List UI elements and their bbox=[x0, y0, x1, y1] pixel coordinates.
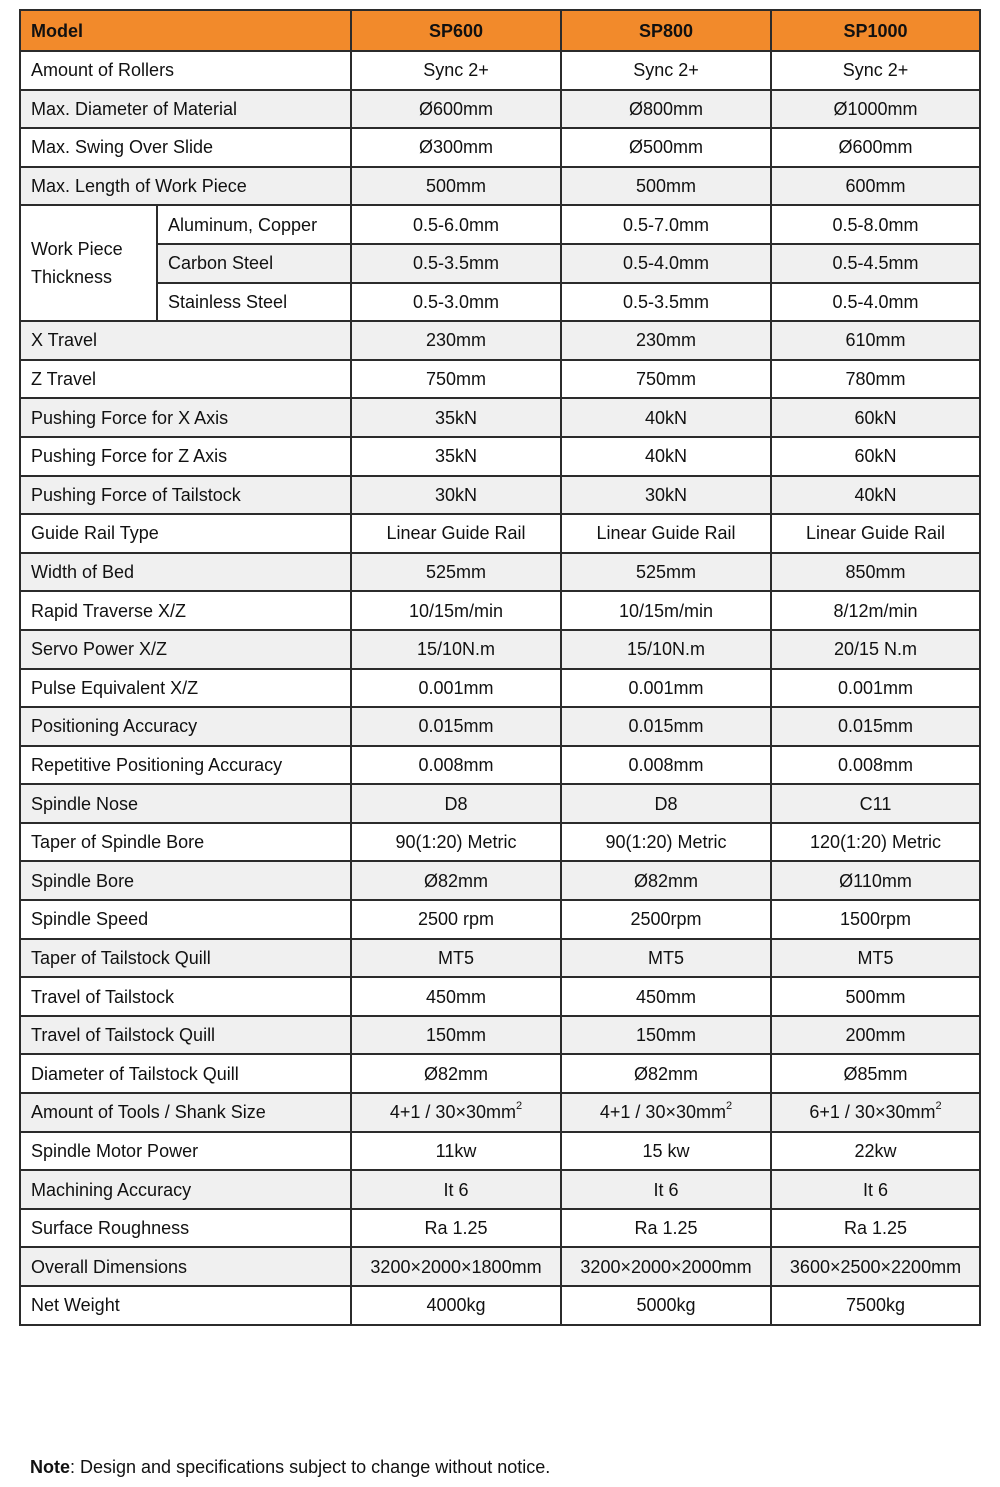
thickness-group-label bbox=[20, 205, 157, 321]
spec-value-text: 600mm bbox=[845, 176, 906, 197]
spec-value-text: 150mm bbox=[425, 1025, 487, 1046]
spec-value bbox=[351, 128, 561, 167]
spec-value bbox=[561, 1016, 771, 1055]
spec-value-text: Ra 1.25 bbox=[634, 1218, 698, 1239]
spec-value bbox=[771, 900, 980, 939]
spec-value bbox=[561, 669, 771, 708]
spec-value-text: 2500rpm bbox=[630, 909, 702, 930]
spec-label: Pushing Force for X Axis bbox=[20, 398, 351, 437]
spec-value-text: It 6 bbox=[443, 1179, 469, 1200]
spec-value bbox=[351, 283, 561, 322]
spec-value-text: 0.5-4.5mm bbox=[832, 253, 919, 274]
spec-value-text: 30kN bbox=[434, 484, 478, 505]
spec-row bbox=[20, 90, 980, 129]
thickness-row bbox=[20, 205, 980, 244]
spec-value bbox=[351, 591, 561, 630]
spec-value-text: 750mm bbox=[425, 369, 487, 390]
spec-value-text: 0.001mm bbox=[628, 677, 704, 698]
spec-label: Pulse Equivalent X/Z bbox=[20, 669, 351, 708]
header-model-sp600: SP600 bbox=[351, 10, 561, 51]
spec-label: Pushing Force for Z Axis bbox=[20, 437, 351, 476]
spec-value bbox=[771, 244, 980, 283]
spec-value bbox=[351, 167, 561, 206]
spec-row bbox=[20, 1209, 980, 1248]
spec-value-text: 0.5-3.5mm bbox=[412, 253, 500, 274]
spec-value-text: Ra 1.25 bbox=[843, 1218, 908, 1239]
spec-value bbox=[561, 977, 771, 1016]
spec-value-text: 4+1 / 30×30mm bbox=[389, 1102, 516, 1123]
spec-value-text: 6+1 / 30×30mm bbox=[809, 1102, 936, 1123]
spec-value-text: 40kN bbox=[644, 407, 688, 428]
spec-value-text: D8 bbox=[444, 793, 468, 814]
thickness-material-label: Stainless Steel bbox=[157, 283, 351, 322]
spec-row bbox=[20, 398, 980, 437]
spec-value-text: 3600×2500×2200mm bbox=[789, 1256, 962, 1277]
spec-label: Diameter of Tailstock Quill bbox=[20, 1054, 351, 1093]
spec-value-text: 780mm bbox=[845, 369, 906, 390]
spec-value bbox=[771, 51, 980, 90]
spec-value bbox=[351, 939, 561, 978]
spec-row bbox=[20, 1247, 980, 1286]
spec-value bbox=[771, 784, 980, 823]
spec-value-text: 3200×2000×1800mm bbox=[370, 1256, 542, 1277]
spec-value bbox=[561, 244, 771, 283]
thickness-label-line1: Work Piece bbox=[31, 239, 123, 260]
spec-row bbox=[20, 977, 980, 1016]
spec-value bbox=[561, 784, 771, 823]
spec-value bbox=[351, 398, 561, 437]
spec-value-text: Ø82mm bbox=[423, 1063, 488, 1084]
spec-value-text: 2500 rpm bbox=[417, 909, 495, 930]
spec-value-text: Ø82mm bbox=[633, 870, 698, 891]
spec-table-body bbox=[20, 10, 980, 1325]
spec-value-text: 60kN bbox=[854, 446, 897, 467]
spec-value-text: Ø82mm bbox=[633, 1063, 698, 1084]
spec-value-text: Ra 1.25 bbox=[424, 1218, 488, 1239]
spec-value-text: 120(1:20) Metric bbox=[809, 832, 942, 853]
spec-value-text: It 6 bbox=[653, 1179, 679, 1200]
spec-value-text: 200mm bbox=[845, 1025, 906, 1046]
spec-value bbox=[771, 1132, 980, 1171]
spec-value bbox=[351, 1054, 561, 1093]
spec-label: Positioning Accuracy bbox=[20, 707, 351, 746]
spec-value bbox=[771, 1016, 980, 1055]
spec-value bbox=[561, 283, 771, 322]
spec-value-text: 850mm bbox=[845, 562, 906, 583]
spec-value bbox=[771, 861, 980, 900]
spec-label: Taper of Tailstock Quill bbox=[20, 939, 351, 978]
spec-row bbox=[20, 900, 980, 939]
spec-value-text: 7500kg bbox=[845, 1295, 906, 1316]
spec-value bbox=[771, 1093, 980, 1132]
spec-value bbox=[771, 1209, 980, 1248]
spec-row bbox=[20, 939, 980, 978]
spec-value bbox=[351, 553, 561, 592]
spec-value-text: 230mm bbox=[425, 330, 487, 351]
spec-value-text: Linear Guide Rail bbox=[386, 523, 526, 544]
spec-value-text: 525mm bbox=[635, 562, 697, 583]
spec-row bbox=[20, 476, 980, 515]
spec-value-text: 30kN bbox=[644, 484, 688, 505]
header-row bbox=[20, 10, 980, 51]
spec-row bbox=[20, 1016, 980, 1055]
spec-value bbox=[351, 1093, 561, 1132]
spec-value-text: 10/15m/min bbox=[618, 600, 714, 621]
spec-value-text: 15/10N.m bbox=[626, 639, 706, 660]
spec-value bbox=[561, 1286, 771, 1325]
footnote-text: : Design and specifications subject to change without notice. bbox=[70, 1457, 551, 1477]
spec-value bbox=[771, 939, 980, 978]
spec-value-text: 0.5-4.0mm bbox=[832, 291, 919, 312]
spec-value-text: Ø110mm bbox=[839, 870, 912, 891]
spec-value bbox=[561, 1247, 771, 1286]
spec-value-text: 750mm bbox=[635, 369, 697, 390]
spec-value bbox=[771, 669, 980, 708]
spec-value bbox=[771, 398, 980, 437]
spec-value-text: 0.015mm bbox=[837, 716, 914, 737]
spec-value bbox=[351, 90, 561, 129]
spec-label: Machining Accuracy bbox=[20, 1170, 351, 1209]
spec-label: Repetitive Positioning Accuracy bbox=[20, 746, 351, 785]
spec-value-text: D8 bbox=[654, 793, 678, 814]
spec-value-text: 500mm bbox=[425, 176, 487, 197]
spec-value bbox=[351, 360, 561, 399]
spec-value-text: Sync 2+ bbox=[633, 60, 699, 81]
spec-value-text: Linear Guide Rail bbox=[805, 523, 946, 544]
spec-value bbox=[351, 244, 561, 283]
spec-label: Overall Dimensions bbox=[20, 1247, 351, 1286]
spec-row bbox=[20, 553, 980, 592]
spec-label: Spindle Bore bbox=[20, 861, 351, 900]
spec-value bbox=[351, 1132, 561, 1171]
spec-value-text: Ø1000mm bbox=[833, 98, 918, 119]
spec-value bbox=[771, 707, 980, 746]
spec-value bbox=[561, 630, 771, 669]
spec-value bbox=[561, 128, 771, 167]
spec-value bbox=[351, 1247, 561, 1286]
spec-value-text: 0.5-8.0mm bbox=[832, 214, 919, 235]
spec-row bbox=[20, 1132, 980, 1171]
spec-label: Max. Swing Over Slide bbox=[20, 128, 351, 167]
spec-value bbox=[771, 630, 980, 669]
spec-label: Width of Bed bbox=[20, 553, 351, 592]
spec-value-text: Ø600mm bbox=[838, 137, 913, 158]
spec-value-text: 0.5-7.0mm bbox=[622, 214, 710, 235]
spec-value-text: 40kN bbox=[854, 484, 897, 505]
spec-value bbox=[351, 784, 561, 823]
spec-value-text: 11kw bbox=[435, 1140, 477, 1161]
spec-value bbox=[561, 823, 771, 862]
superscript: 2 bbox=[515, 1100, 523, 1113]
spec-row bbox=[20, 1286, 980, 1325]
spec-value bbox=[771, 90, 980, 129]
spec-value-text: Sync 2+ bbox=[423, 60, 489, 81]
thickness-material-label: Aluminum, Copper bbox=[157, 205, 351, 244]
spec-label: Max. Length of Work Piece bbox=[20, 167, 351, 206]
footnote bbox=[30, 1457, 550, 1478]
spec-label: Surface Roughness bbox=[20, 1209, 351, 1248]
spec-label: Amount of Tools / Shank Size bbox=[20, 1093, 351, 1132]
spec-value bbox=[561, 553, 771, 592]
spec-value-text: 500mm bbox=[845, 986, 906, 1007]
footnote-label: Note bbox=[30, 1457, 70, 1477]
spec-value bbox=[351, 514, 561, 553]
spec-value-text: 8/12m/min bbox=[833, 600, 918, 621]
spec-label: Travel of Tailstock Quill bbox=[20, 1016, 351, 1055]
spec-value bbox=[561, 205, 771, 244]
thickness-material-label: Carbon Steel bbox=[157, 244, 351, 283]
spec-value-text: 90(1:20) Metric bbox=[605, 832, 727, 853]
superscript: 2 bbox=[725, 1100, 733, 1113]
spec-row bbox=[20, 167, 980, 206]
spec-value bbox=[771, 283, 980, 322]
spec-row bbox=[20, 1093, 980, 1132]
spec-value-text: 1500rpm bbox=[839, 909, 912, 930]
spec-value-text: Sync 2+ bbox=[842, 60, 909, 81]
spec-value-text: 4+1 / 30×30mm bbox=[599, 1102, 726, 1123]
spec-label: Spindle Speed bbox=[20, 900, 351, 939]
spec-row bbox=[20, 591, 980, 630]
spec-value-text: 3200×2000×2000mm bbox=[580, 1256, 752, 1277]
spec-value-text: MT5 bbox=[438, 947, 474, 968]
spec-value bbox=[561, 707, 771, 746]
spec-label: X Travel bbox=[20, 321, 351, 360]
spec-value-text: Ø500mm bbox=[628, 137, 704, 158]
spec-value-text: MT5 bbox=[857, 947, 894, 968]
spec-label: Guide Rail Type bbox=[20, 514, 351, 553]
spec-value bbox=[561, 514, 771, 553]
spec-row bbox=[20, 861, 980, 900]
spec-value-text: 22kw bbox=[854, 1140, 897, 1161]
spec-value bbox=[561, 939, 771, 978]
spec-value-text: 0.001mm bbox=[837, 677, 914, 698]
spec-value bbox=[561, 746, 771, 785]
spec-value bbox=[561, 476, 771, 515]
spec-value-text: 0.5-3.0mm bbox=[412, 291, 500, 312]
spec-value bbox=[561, 437, 771, 476]
spec-value bbox=[771, 977, 980, 1016]
header-label: Model bbox=[20, 10, 351, 51]
spec-row bbox=[20, 669, 980, 708]
spec-value bbox=[771, 591, 980, 630]
spec-value-text: 0.015mm bbox=[628, 716, 704, 737]
spec-value bbox=[351, 51, 561, 90]
spec-value bbox=[771, 1170, 980, 1209]
spec-row bbox=[20, 1170, 980, 1209]
spec-value bbox=[561, 591, 771, 630]
spec-value-text: 40kN bbox=[644, 446, 688, 467]
spec-value bbox=[351, 1209, 561, 1248]
spec-value bbox=[561, 861, 771, 900]
spec-value-text: 230mm bbox=[635, 330, 697, 351]
spec-value-text: Ø82mm bbox=[423, 870, 488, 891]
header-model-sp800: SP800 bbox=[561, 10, 771, 51]
spec-value-text: 15/10N.m bbox=[416, 639, 496, 660]
spec-value bbox=[351, 1170, 561, 1209]
spec-value bbox=[561, 1170, 771, 1209]
thickness-row bbox=[20, 244, 980, 283]
spec-value-text: 0.015mm bbox=[418, 716, 494, 737]
spec-value bbox=[561, 1093, 771, 1132]
spec-row bbox=[20, 360, 980, 399]
spec-value-text: 0.5-3.5mm bbox=[622, 291, 710, 312]
spec-value-text: MT5 bbox=[648, 947, 684, 968]
spec-value bbox=[351, 321, 561, 360]
spec-value bbox=[561, 1132, 771, 1171]
spec-row bbox=[20, 437, 980, 476]
thickness-row bbox=[20, 283, 980, 322]
spec-value bbox=[771, 476, 980, 515]
spec-value bbox=[351, 1286, 561, 1325]
spec-row bbox=[20, 51, 980, 90]
spec-value bbox=[351, 437, 561, 476]
spec-label: Max. Diameter of Material bbox=[20, 90, 351, 129]
spec-value bbox=[771, 1054, 980, 1093]
thickness-label-line2: Thickness bbox=[31, 267, 113, 288]
spec-value bbox=[351, 900, 561, 939]
spec-value-text: Ø85mm bbox=[843, 1063, 908, 1084]
spec-value bbox=[561, 398, 771, 437]
spec-value bbox=[771, 360, 980, 399]
spec-value bbox=[771, 1247, 980, 1286]
spec-value bbox=[771, 437, 980, 476]
spec-value-text: It 6 bbox=[862, 1179, 888, 1200]
spec-value-text: 90(1:20) Metric bbox=[395, 832, 517, 853]
spec-value-text: 0.5-4.0mm bbox=[622, 253, 710, 274]
spec-label: Rapid Traverse X/Z bbox=[20, 591, 351, 630]
spec-value bbox=[771, 553, 980, 592]
spec-row bbox=[20, 707, 980, 746]
spec-value-text: 525mm bbox=[425, 562, 487, 583]
spec-row bbox=[20, 514, 980, 553]
spec-value-text: 150mm bbox=[635, 1025, 697, 1046]
spec-value-text: 35kN bbox=[434, 446, 478, 467]
header-model-sp1000: SP1000 bbox=[771, 10, 980, 51]
spec-value-text: 0.001mm bbox=[418, 677, 494, 698]
spec-value bbox=[351, 476, 561, 515]
spec-value-text: Linear Guide Rail bbox=[596, 523, 736, 544]
spec-value-text: 10/15m/min bbox=[408, 600, 504, 621]
spec-value bbox=[351, 669, 561, 708]
spec-value bbox=[351, 977, 561, 1016]
spec-value-text: C11 bbox=[859, 793, 892, 814]
spec-value bbox=[771, 321, 980, 360]
spec-row bbox=[20, 630, 980, 669]
spec-value bbox=[351, 707, 561, 746]
spec-value bbox=[771, 746, 980, 785]
spec-row bbox=[20, 784, 980, 823]
spec-value-text: 15 kw bbox=[642, 1140, 690, 1161]
spec-value-text: 610mm bbox=[845, 330, 906, 351]
spec-value bbox=[561, 51, 771, 90]
spec-value-text: 4000kg bbox=[426, 1295, 486, 1316]
spec-value-text: 0.008mm bbox=[418, 754, 494, 775]
spec-value-text: 35kN bbox=[434, 407, 478, 428]
spec-value-text: Ø300mm bbox=[418, 137, 494, 158]
spec-value bbox=[351, 861, 561, 900]
spec-value bbox=[771, 823, 980, 862]
spec-label: Servo Power X/Z bbox=[20, 630, 351, 669]
spec-value-text: 60kN bbox=[854, 407, 897, 428]
spec-row bbox=[20, 823, 980, 862]
spec-value bbox=[771, 514, 980, 553]
spec-row bbox=[20, 321, 980, 360]
spec-row bbox=[20, 1054, 980, 1093]
spec-value bbox=[771, 167, 980, 206]
spec-table bbox=[19, 9, 981, 1326]
spec-value-text: 450mm bbox=[425, 986, 487, 1007]
spec-label: Pushing Force of Tailstock bbox=[20, 476, 351, 515]
spec-value bbox=[561, 900, 771, 939]
spec-value-text: 20/15 N.m bbox=[833, 639, 918, 660]
spec-value bbox=[351, 823, 561, 862]
spec-label: Spindle Motor Power bbox=[20, 1132, 351, 1171]
spec-label: Amount of Rollers bbox=[20, 51, 351, 90]
spec-value bbox=[561, 1054, 771, 1093]
spec-value-text: 0.008mm bbox=[837, 754, 914, 775]
spec-row bbox=[20, 128, 980, 167]
spec-label: Taper of Spindle Bore bbox=[20, 823, 351, 862]
spec-value bbox=[771, 128, 980, 167]
spec-value bbox=[561, 167, 771, 206]
spec-label: Spindle Nose bbox=[20, 784, 351, 823]
spec-label: Travel of Tailstock bbox=[20, 977, 351, 1016]
spec-value bbox=[351, 205, 561, 244]
spec-value bbox=[351, 630, 561, 669]
spec-value bbox=[771, 1286, 980, 1325]
spec-value bbox=[561, 1209, 771, 1248]
spec-value bbox=[351, 746, 561, 785]
spec-label: Net Weight bbox=[20, 1286, 351, 1325]
spec-value bbox=[561, 321, 771, 360]
spec-value bbox=[771, 205, 980, 244]
spec-value-text: 500mm bbox=[635, 176, 697, 197]
spec-label: Z Travel bbox=[20, 360, 351, 399]
spec-value bbox=[351, 1016, 561, 1055]
superscript: 2 bbox=[935, 1100, 942, 1113]
spec-value bbox=[561, 90, 771, 129]
spec-value-text: 0.008mm bbox=[628, 754, 704, 775]
spec-row bbox=[20, 746, 980, 785]
spec-value-text: Ø800mm bbox=[628, 98, 704, 119]
spec-value bbox=[561, 360, 771, 399]
spec-value-text: 5000kg bbox=[636, 1295, 696, 1316]
spec-value-text: 0.5-6.0mm bbox=[412, 214, 500, 235]
spec-value-text: 450mm bbox=[635, 986, 697, 1007]
spec-value-text: Ø600mm bbox=[418, 98, 494, 119]
